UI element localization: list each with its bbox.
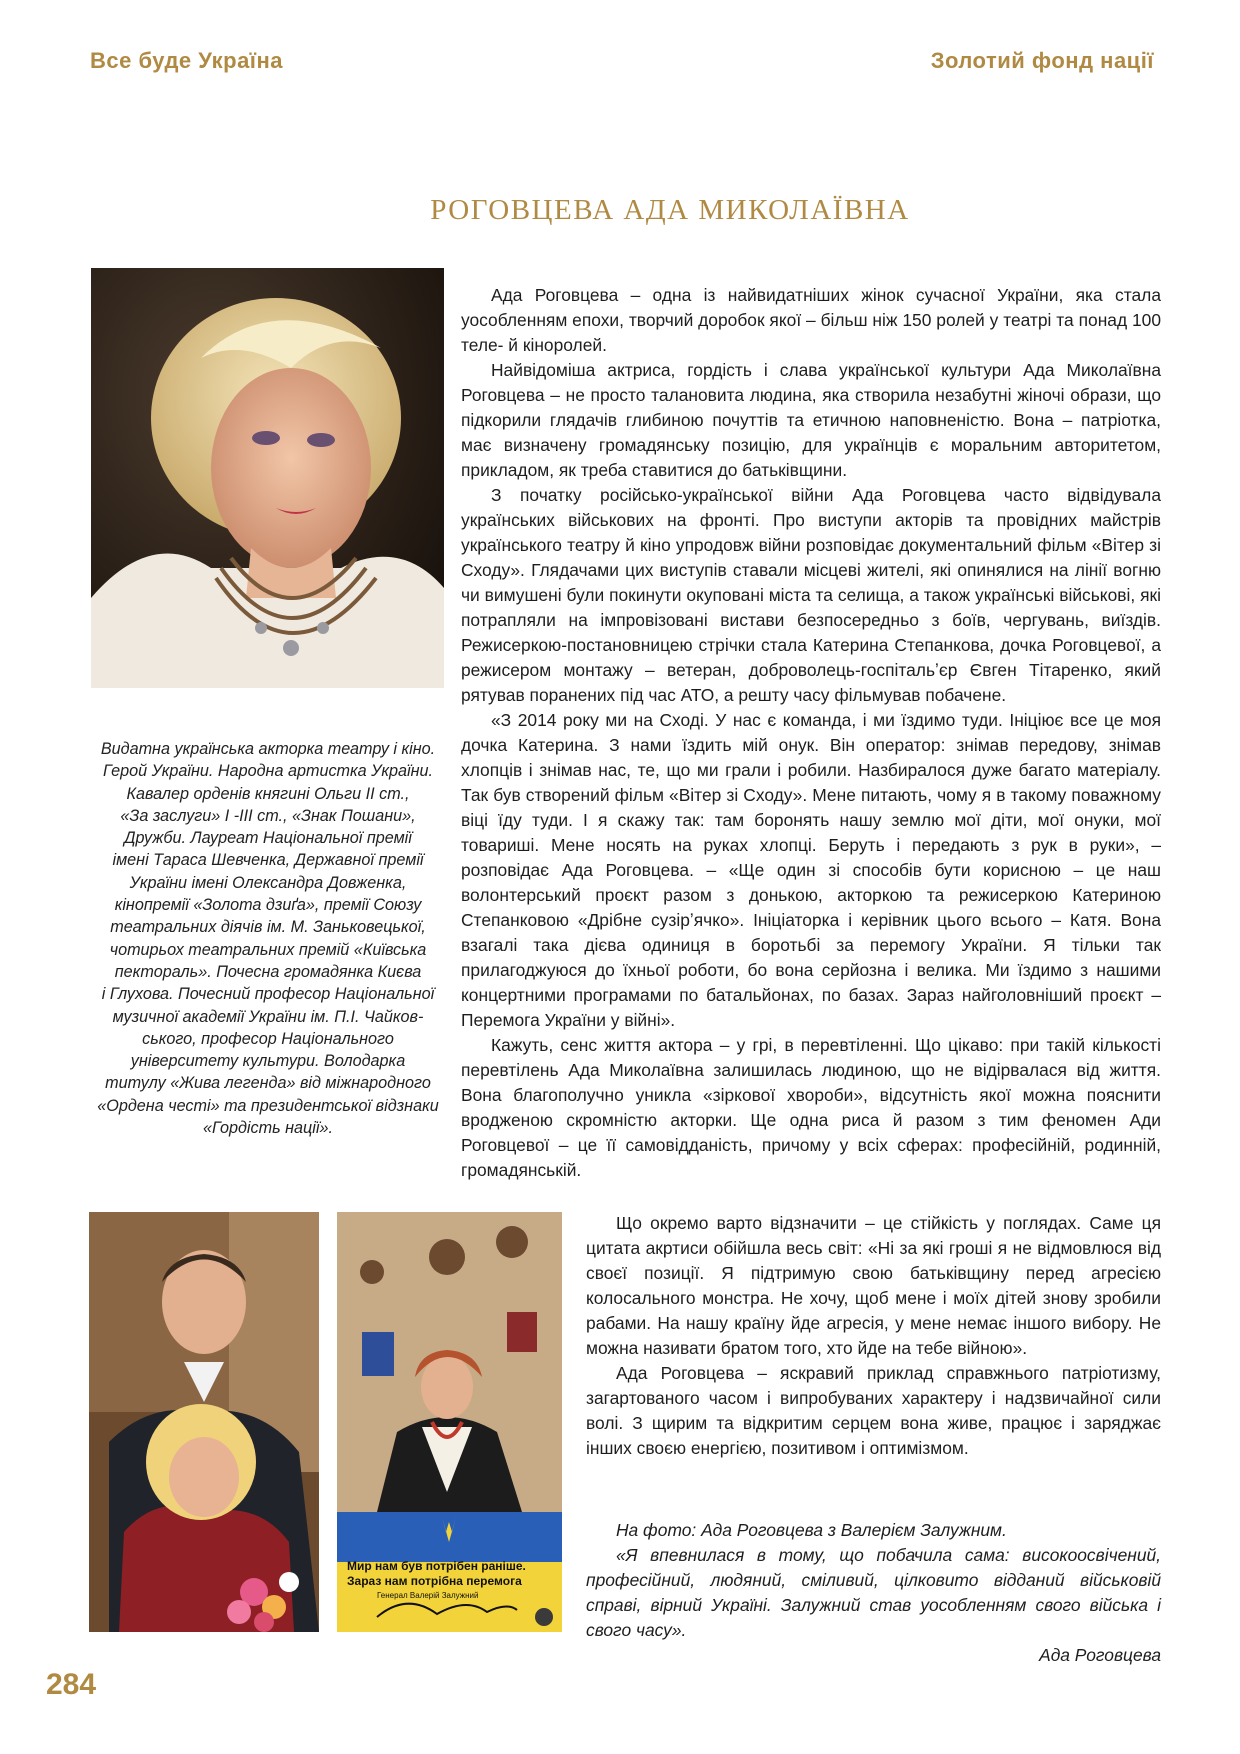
- photo-note-label: На фото: Ада Роговцева з Валерієм Залужним.: [616, 1520, 1007, 1540]
- caption-line: чотирьох театральних премій «Київська: [109, 940, 427, 959]
- photo-note: [586, 1518, 1161, 1668]
- portrait-photo: [91, 268, 444, 688]
- page-number: 284: [46, 1668, 97, 1701]
- body-paragraph: Найвідоміша актриса, гордість і слава української культури Ада Миколаївна Роговцева – не просто талановита людина, яка створила незабутні жіночі образи, що підкорили глядачів глибиною почуттів та етичною наповненістю. Вона – патріотка, має визначену громадянську позицію, для українців є моральним авторитетом, прикладом, як треба ставитися до батьківщини.: [461, 360, 1161, 480]
- caption-line: і Глухова. Почесний професор Національної: [101, 985, 435, 1004]
- article-body: [461, 283, 1161, 1183]
- caption-line: імені Тараса Шевченка, Державної премії: [112, 851, 424, 870]
- caption-line: титулу «Жива легенда» від міжнародного: [105, 1074, 431, 1093]
- photo-note-author: Ада Роговцева: [1039, 1645, 1161, 1665]
- body-paragraph: Що окремо варто відзначити – це стійкість у поглядах. Саме ця цитата акртиси обійшла весь світ: «Ні за які гроші я не відмовлюся від своєї позиції. Я підтримую свою батьківщину перед агресією колосального монстра. Не хочу, щоб мене і моїх дітей знову зробили рабами. На нашу країну йде агресія, у мене немає іншого вибору. Не можна називати братом того, хто йде на тебе війною».: [586, 1213, 1161, 1358]
- body-paragraph: «З 2014 року ми на Сході. У нас є команда, і ми їздимо туди. Ініціює все це моя дочка Катерина. З нами їздить мій онук. Він оператор: знімав передову, знімав хлопців і знімав нас, те, що ми грали і робили. Назбиралося дуже багато матеріалу. Так був створений фільм «Вітер зі Сходу». Мене питають, чому я в такому поважному віці їду туди. І я скажу так: там боронять нашу землю мої діти, мої онуки, мої товариші. Мене носять на руках хлопці. Беруть і передають з рук в руки», – розповідає Ада Роговцева. – «Ще один зі способів бути корисною – це наш волонтерський проєкт разом з донькою, акторкою та режисеркою Катериною Степанковою «Дрібне сузірʼячко». Ініціаторка і керівник цього всього – Катя. Вона взагалі така дієва одиниця в боротьбі за перемогу України. Я тільки так прилагоджуюся до їхньої роботи, бо вона серйозна і велика. Ми їздимо з нашими концертними програмами по батальйонах, по базах. Зараз найголовніший проєкт –Перемога України у війні».: [461, 710, 1161, 1030]
- flag-text-2: Зараз нам потрібна перемога: [347, 1574, 522, 1588]
- body-paragraph: З початку російсько-української війни Ада Роговцева часто відвідувала українських військових на фронті. Про виступи акторів та провідних майстрів українського театру й кіно упродовж війни розповідає документальний фільм «Вітер зі Сходу». Глядачами цих виступів ставали місцеві жителі, які опинялися на лінії вогню чи вимушені були покинути окуповані міста та селища, а також українські військові, які потрапляли на імпровізовані вистави безпосередньо з боїв, чергувань, виїздів. Режисеркою-постановницею стрічки стала Катерина Степанкова, дочка Роговцевої, а режисером монтажу – ветеран, доброволець-госпітальʼєр Євген Тітаренко, який рятував поранених під час АТО, а решту часу фільмував побачене.: [461, 485, 1161, 705]
- caption-line: університету культури. Володарка: [130, 1052, 406, 1071]
- caption-line: «Ордена честі» та президентської відзнаки: [97, 1096, 439, 1115]
- photo-with-flag: [337, 1212, 562, 1632]
- caption-line: «За заслуги» І -ІІІ ст., «Знак Пошани»,: [120, 806, 416, 825]
- caption-line: Дружби. Лауреат Національної премії: [124, 829, 412, 848]
- photo-with-zaluzhny: [89, 1212, 319, 1632]
- photo-note-quote: «Я впевнилася в тому, що побачила сама: високоосвічений, професійний, людяний, сміливий, цілковито відданий військовій справі, вірний Україні. Залужний став уособленням свого війська і свого часу».: [586, 1545, 1161, 1640]
- caption-line: Видатна українська акторка театру і кіно.: [100, 740, 436, 758]
- caption-line: пектораль». Почесна громадянка Києва: [114, 962, 422, 981]
- caption-line: театральних діячів ім. М. Заньковецької,: [110, 918, 426, 937]
- flag-text-3: Генерал Валерій Залужний: [377, 1591, 479, 1600]
- caption-line: музичної академії України ім. П.І. Чайков-: [112, 1007, 424, 1026]
- body-paragraph: Ада Роговцева – яскравий приклад справжнього патріотизму, загартованого часом і випробуваних характеру і надзвичайної сили волі. З щирим та відкритим серцем вона живе, працює і заряджає інших своєю енергією, позитивом і оптимізмом.: [586, 1363, 1161, 1458]
- portrait-caption: [90, 738, 446, 1139]
- body-paragraph: Кажуть, сенс життя актора – у грі, в перевтіленні. Що цікаво: при такій кількості перевтілень Ада Миколаївна залишилась людиною, що не відірвалася від життя. Вона благополучно уникла «зіркової хвороби», відсутність якої можна пояснити вродженою скромністю акторки. Ще одна риса й разом з тим феномен Ади Роговцевої – це її самовідданість, причому у всіх сферах: професійній, родинній, громадянській.: [461, 1035, 1161, 1180]
- running-header-right: Золотий фонд нації: [930, 48, 1154, 73]
- caption-line: ського, професор Національного: [142, 1029, 394, 1048]
- running-header-left: Все буде Україна: [90, 48, 284, 73]
- caption-line: «Гордість нації».: [203, 1119, 333, 1138]
- caption-line: України імені Олександра Довженка,: [129, 873, 407, 892]
- flag-text-1: Мир нам був потрібен раніше.: [347, 1559, 526, 1573]
- caption-line: Кавалер орденів княгині Ольги ІІ ст.,: [126, 784, 410, 803]
- body-paragraph: Ада Роговцева – одна із найвидатніших жінок сучасної України, яка стала уособленням епохи, творчий доробок якої – більш ніж 150 ролей у театрі та понад 100 теле- й кіноролей.: [461, 285, 1161, 355]
- caption-line: Герой України. Народна артистка України.: [102, 762, 433, 781]
- article-body-continued: [586, 1211, 1161, 1461]
- article-title: РОГОВЦЕВА АДА МИКОЛАЇВНА: [430, 194, 910, 226]
- caption-line: кінопремії «Золота дзиґа», премії Союзу: [114, 896, 422, 915]
